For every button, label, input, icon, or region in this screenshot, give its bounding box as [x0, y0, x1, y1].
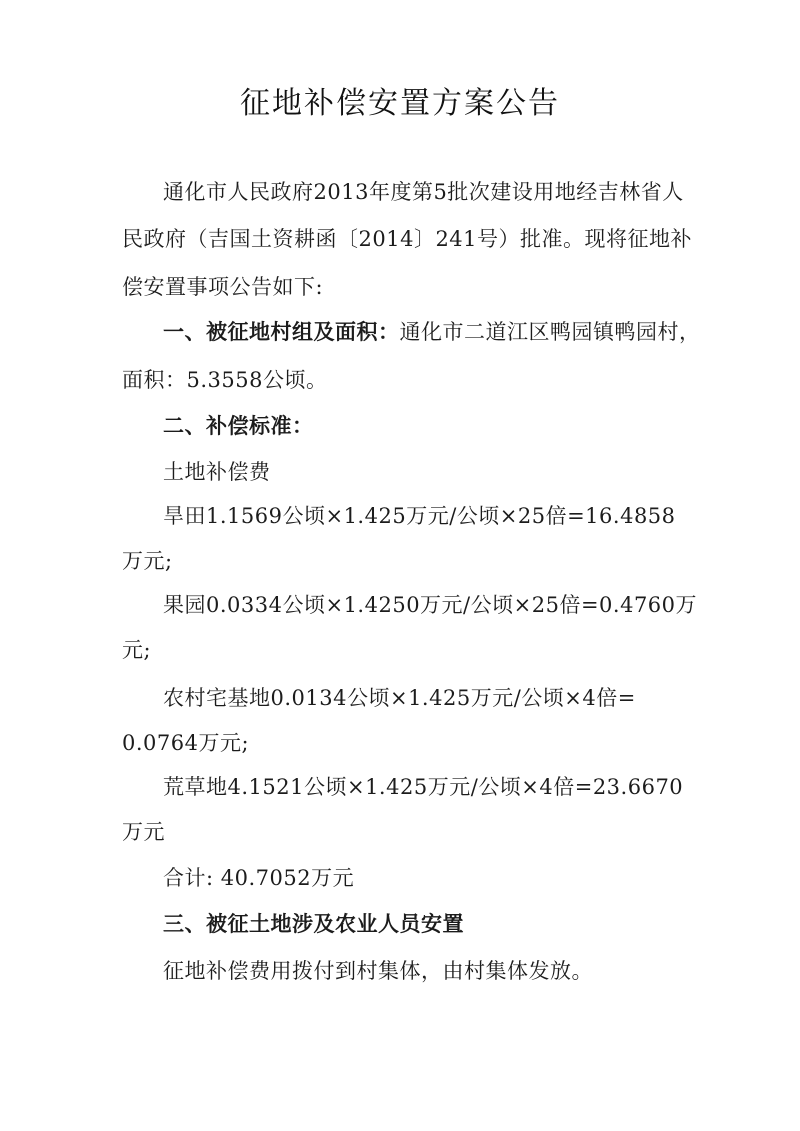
grassland-line-2: 万元 [122, 820, 165, 844]
document-title: 征地补偿安置方案公告 [240, 86, 560, 121]
intro-line-2: 民政府（吉国土资耕函〔2014〕241号）批准。现将征地补 [122, 227, 693, 251]
section-1-heading: 一、被征地村组及面积： [163, 320, 400, 344]
intro-line-1: 通化市人民政府2013年度第5批次建设用地经吉林省人 [163, 180, 684, 204]
section-3-text: 征地补偿费用拨付到村集体，由村集体发放。 [163, 959, 593, 983]
grassland-line-1: 荒草地4.1521公顷×1.425万元/公顷×4倍=23.6670 [163, 775, 684, 799]
section-1-text: 通化市二道江区鸭园镇鸭园村， [399, 320, 701, 344]
dryland-line-1: 旱田1.1569公顷×1.425万元/公顷×25倍=16.4858 [163, 504, 676, 528]
orchard-line-2: 元; [122, 638, 152, 662]
compensation-total: 合计: 40.7052万元 [163, 866, 355, 890]
section-2-heading: 二、补偿标准： [163, 414, 314, 438]
orchard-line-1: 果园0.0334公顷×1.4250万元/公顷×25倍=0.4760万 [163, 593, 698, 617]
section-3-heading: 三、被征土地涉及农业人员安置 [163, 912, 464, 936]
intro-line-3: 偿安置事项公告如下: [122, 275, 324, 299]
homestead-line-1: 农村宅基地0.0134公顷×1.425万元/公顷×4倍= [163, 686, 636, 710]
compensation-label: 土地补偿费 [163, 460, 271, 484]
homestead-line-2: 0.0764万元; [122, 731, 250, 755]
dryland-line-2: 万元; [122, 549, 173, 573]
section-1-line [163, 318, 701, 346]
section-1-area: 面积：5.3558公顷。 [122, 368, 328, 392]
